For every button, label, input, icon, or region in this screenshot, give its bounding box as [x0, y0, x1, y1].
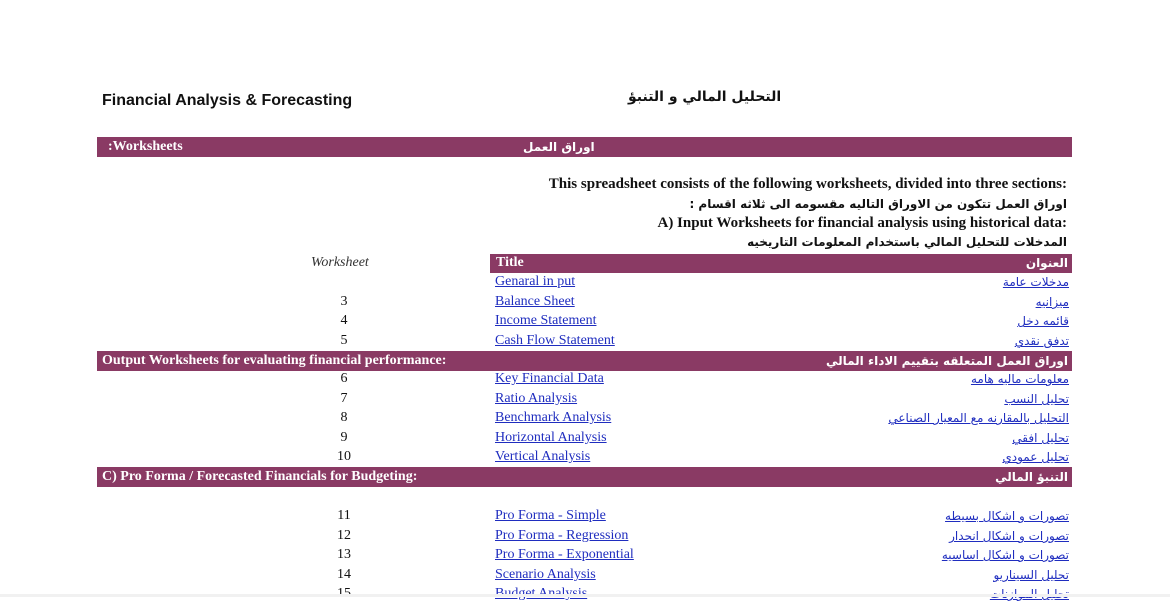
row-number: 14 — [337, 567, 351, 582]
page-title-ar: التحليل المالي و التنبؤ — [628, 89, 782, 105]
section-c-label-en: C) Pro Forma / Forecasted Financials for Budgeting: — [102, 469, 418, 484]
section-b-label-en: Output Worksheets for evaluating financial performance: — [102, 353, 447, 368]
row-number: 3 — [340, 294, 348, 309]
worksheet-link[interactable]: Balance Sheet — [495, 294, 575, 309]
row-number: 13 — [337, 547, 351, 562]
worksheets-label-en: :Worksheets — [108, 139, 183, 154]
section-a-heading-en: A) Input Worksheets for financial analysis using historical data: — [657, 215, 1067, 231]
worksheet-link-ar[interactable]: تحليل النسب — [1004, 392, 1069, 406]
worksheet-link-ar[interactable]: تدفق نقدي — [1014, 334, 1069, 348]
title-header-en: Title — [496, 255, 524, 270]
worksheet-link-ar[interactable]: معلومات ماليه هامه — [970, 372, 1069, 386]
intro-text-en: This spreadsheet consists of the following worksheets, divided into three sections: — [548, 176, 1067, 192]
worksheet-link-ar[interactable]: تصورات و اشكال اساسيه — [941, 548, 1069, 562]
worksheet-link[interactable]: Pro Forma - Simple — [495, 508, 606, 523]
worksheet-link[interactable]: Key Financial Data — [495, 371, 604, 386]
row-number: 5 — [340, 333, 348, 348]
row-number: 11 — [337, 508, 351, 523]
worksheet-link[interactable]: Pro Forma - Exponential — [495, 547, 634, 562]
worksheet-link[interactable]: Pro Forma - Regression — [495, 528, 629, 543]
row-number: 10 — [337, 449, 351, 464]
row-number: 4 — [340, 313, 348, 328]
row-number: 9 — [340, 430, 348, 445]
section-a-heading-ar: المدخلات للتحليل المالي باستخدام المعلومات التاريخيه — [747, 235, 1067, 249]
worksheets-band — [97, 137, 1072, 157]
section-c-band — [97, 467, 1072, 487]
worksheet-link-ar[interactable]: تحليل افقي — [1012, 431, 1069, 445]
worksheet-link-ar[interactable]: ميزانيه — [1035, 295, 1069, 309]
worksheet-link-ar[interactable]: التحليل بالمقارنه مع المعيار الصناعي — [888, 411, 1069, 425]
worksheet-link-ar[interactable]: قائمه دخل — [1017, 314, 1069, 328]
worksheet-link-ar[interactable]: تحليل عمودي — [1002, 450, 1069, 464]
row-number: 8 — [340, 410, 348, 425]
worksheet-link-ar[interactable]: تصورات و اشكال بسيطه — [945, 509, 1069, 523]
worksheet-link[interactable]: Scenario Analysis — [495, 567, 596, 582]
section-c-label-ar: التنبؤ المالي — [995, 470, 1068, 484]
title-column-header — [490, 254, 1072, 273]
intro-text-ar: اوراق العمل تتكون من الاوراق التاليه مقسومه الى ثلاثه اقسام : — [689, 197, 1067, 211]
worksheet-link[interactable]: Horizontal Analysis — [495, 430, 607, 445]
worksheets-label-ar: اوراق العمل — [523, 140, 595, 154]
row-number: 12 — [337, 528, 351, 543]
section-b-label-ar: اوراق العمل المتعلقه بتقييم الاداء المالي — [825, 354, 1068, 368]
title-header-ar: العنوان — [1025, 256, 1068, 270]
worksheet-link[interactable]: Income Statement — [495, 313, 597, 328]
page-title-en: Financial Analysis & Forecasting — [102, 92, 353, 109]
worksheet-link[interactable]: Benchmark Analysis — [495, 410, 612, 425]
worksheet-link[interactable]: Ratio Analysis — [495, 391, 578, 406]
worksheet-column-header: Worksheet — [311, 255, 369, 270]
worksheet-link[interactable]: Genaral in put — [495, 274, 576, 289]
section-b-band — [97, 351, 1072, 371]
row-number: 7 — [340, 391, 348, 406]
worksheet-link-ar[interactable]: تصورات و اشكال انحدار — [949, 529, 1069, 543]
worksheet-link[interactable]: Cash Flow Statement — [495, 333, 615, 348]
worksheet-link-ar[interactable]: تحليل السيناريو — [993, 568, 1069, 582]
worksheet-link[interactable]: Vertical Analysis — [495, 449, 591, 464]
row-number: 6 — [340, 371, 348, 386]
worksheet-link-ar[interactable]: مدخلات عامة — [1002, 275, 1069, 289]
